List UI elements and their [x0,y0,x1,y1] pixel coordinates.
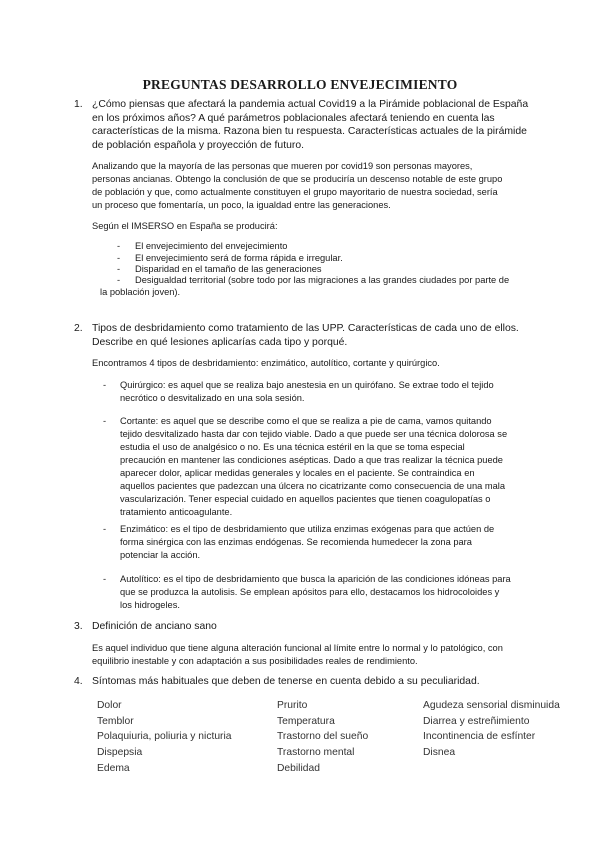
question-heading: Síntomas más habituales que deben de tenerse en cuenta debido a su peculiaridad. [92,676,480,687]
bullet-item [117,253,575,264]
bullet-line: necrótico o desvitalizado en una sola sesión. [120,393,305,403]
bullet-quirurgico [103,379,575,405]
question-2 [74,322,572,349]
bullet-line: aquellos pacientes que padezcan una úlcera no cicatrizante como consecuencia de una mala [120,481,506,491]
bullet-dash: - [103,574,107,584]
symptom-item: Polaquiuria, poliuria y nicturia [97,731,232,742]
question-number: 4. [74,676,83,687]
question-4 [74,675,572,689]
anciano-sano-definition [92,642,572,668]
question-line: en los próximos años? A qué parámetros poblacionales afectará teniendo en cuenta las [92,112,495,124]
question-number: 3. [74,621,83,632]
bullet-line: precaución en mantener las condiciones asépticas. Dado a que tras realizar la técnica puede [120,455,503,465]
symptom-item: Trastorno mental [277,747,355,758]
symptom-item: Dolor [97,700,122,711]
bullet-line: tratamiento anticoagulante. [120,507,233,517]
bullet-line: potenciar la acción. [120,550,201,560]
symptom-item: Incontinencia de esfínter [423,731,536,742]
desbridamiento-intro: Encontramos 4 tipos de desbridamiento: enzimático, autolítico, cortante y quirúrgico. [92,358,440,368]
bullet-continuation: la población joven). [100,287,181,297]
answer-paragraph [92,160,572,212]
bullet-enzimatico [103,523,575,562]
bullet-autolitico [103,573,580,612]
bullet-item [117,241,575,252]
answer-line: personas ancianas. Obtengo la conclusión de que se produciría un descenso notable de este grupo [92,174,503,184]
bullet-line: Autolítico: es el tipo de desbridamiento que busca la aparición de las condiciones idóneas para [120,574,511,584]
answer-line: equilibrio inestable y con adaptación a sus posibilidades reales de rendimiento. [92,656,418,666]
bullet-dash: - [117,275,121,285]
answer-line: un proceso que fomentaría, un poco, la igualdad entre las generaciones. [92,200,391,210]
symptom-item: Disnea [423,747,456,758]
bullet-line: Cortante: es aquel que se describe como el que se realiza a pie de cama, vamos quitando [120,416,492,426]
symptom-item: Agudeza sensorial disminuida [423,700,560,711]
bullet-text: Desigualdad territorial (sobre todo por las migraciones a las grandes ciudades por parte de [135,275,510,285]
bullet-text: El envejecimiento será de forma rápida e irregular. [135,253,343,263]
symptom-item: Trastorno del sueño [277,731,369,742]
bullet-dash: - [117,264,121,274]
question-number: 2. [74,323,83,334]
symptom-item: Temblor [97,716,134,727]
bullet-line: tejido desvitalizado hasta dar con tejido viable. Dado a que puede ser una técnica dolorosa se [120,429,508,439]
symptom-item: Prurito [277,700,308,711]
bullet-item [117,275,585,286]
bullet-dash: - [103,416,107,426]
question-line: características de la misma. Razona bien tu respuesta. Características actuales de la pirámide [92,126,527,138]
bullet-line: Quirúrgico: es aquel que se realiza bajo anestesia en un quirófano. Se extrae todo el tejido [120,380,494,390]
question-line: ¿Cómo piensas que afectará la pandemia actual Covid19 a la Pirámide poblacional de España [92,99,529,110]
question-heading: Definición de anciano sano [92,621,217,632]
question-line: Tipos de desbridamiento como tratamiento de las UPP. Características de cada uno de ellos. [92,323,519,334]
bullet-text: El envejecimiento del envejecimiento [135,241,288,251]
answer-line: Analizando que la mayoría de las personas que mueren por covid19 son personas mayores, [92,161,473,171]
answer-line: de población y que, como actualmente constituyen el grupo mayoritario de nuestra sociedad, sería [92,187,498,197]
bullet-line: aparecer dolor, aplicar medidas generales y locales en el paciente. Se contraindica en [120,468,475,478]
bullet-line: vascularización. Tener especial cuidado en aquellos pacientes que tienen coagulopatías o [120,494,491,504]
bullet-dash: - [117,241,121,251]
bullet-item [117,264,575,275]
bullet-dash: - [117,253,121,263]
question-line: Describe en qué lesiones aplicarías cada tipo y porqué. [92,336,348,348]
bullet-line: estudia el uso de analgésico o no. Es una técnica estéril en la que se toma especial [120,442,465,452]
question-line: de población española y proyección de futuro. [92,139,304,151]
question-1 [74,98,572,152]
document-title: PREGUNTAS DESARROLLO ENVEJECIMIENTO [142,77,458,92]
bullet-dash: - [103,524,107,534]
symptom-item: Temperatura [277,716,335,727]
symptom-item: Dispepsia [97,747,143,758]
symptom-item: Diarrea y estreñimiento [423,716,530,727]
bullet-line: forma sinérgica con las enzimas endógenas. Se recomienda humedecer la zona para [120,537,472,547]
imserso-intro: Según el IMSERSO en España se producirá: [92,221,278,231]
bullet-line: los hidrogeles. [120,600,180,610]
bullet-line: que se produzca la autolisis. Se emplean apósitos para ello, destacamos los hidrocoloides y [120,587,500,597]
question-number: 1. [74,99,83,110]
bullet-dash: - [103,380,107,390]
symptom-item: Edema [97,763,130,774]
bullet-line: Enzimático: es el tipo de desbridamiento que utiliza enzimas exógenas para que actúen de [120,524,495,534]
answer-line: Es aquel individuo que tiene alguna alteración funcional al límite entre lo normal y lo patológico, con [92,643,503,653]
symptom-item: Debilidad [277,763,320,774]
question-3 [74,620,572,634]
bullet-text: Disparidad en el tamaño de las generaciones [135,264,322,274]
bullet-cortante [103,415,575,519]
